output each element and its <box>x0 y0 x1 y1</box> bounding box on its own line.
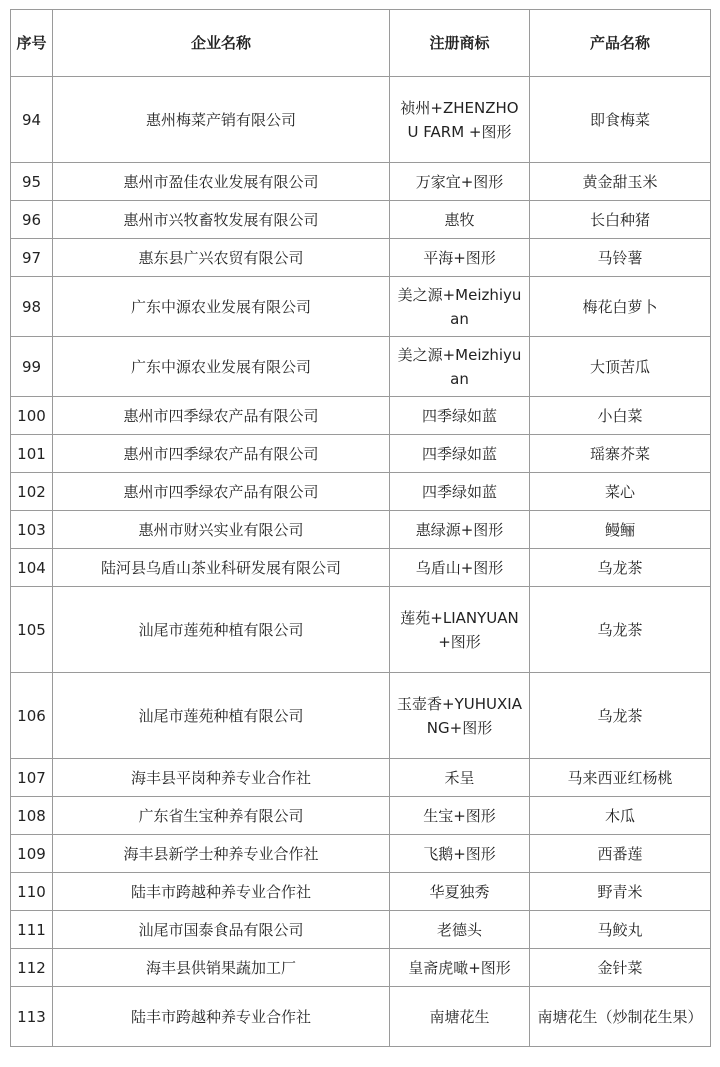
table-row <box>11 337 711 397</box>
cell-product: 梅花白萝卜 <box>530 277 711 337</box>
cell-index: 112 <box>11 949 53 987</box>
cell-trademark: 莲苑+LIANYUAN+图形 <box>390 587 530 673</box>
cell-product: 小白菜 <box>530 397 711 435</box>
cell-company: 陆河县乌盾山茶业科研发展有限公司 <box>53 549 390 587</box>
cell-product: 乌龙茶 <box>530 673 711 759</box>
cell-product: 金针菜 <box>530 949 711 987</box>
cell-trademark: 美之源+Meizhiyuan <box>390 277 530 337</box>
cell-product: 马铃薯 <box>530 239 711 277</box>
cell-trademark: 平海+图形 <box>390 239 530 277</box>
cell-trademark: 四季绿如蓝 <box>390 473 530 511</box>
cell-product: 黄金甜玉米 <box>530 163 711 201</box>
cell-product: 鳗鲡 <box>530 511 711 549</box>
cell-product: 即食梅菜 <box>530 77 711 163</box>
cell-product: 菜心 <box>530 473 711 511</box>
cell-index: 96 <box>11 201 53 239</box>
cell-company: 海丰县新学士种养专业合作社 <box>53 835 390 873</box>
table-row <box>11 987 711 1047</box>
cell-index: 99 <box>11 337 53 397</box>
cell-trademark: 玉壶香+YUHUXIANG+图形 <box>390 673 530 759</box>
table-row <box>11 435 711 473</box>
cell-company: 惠州市盈佳农业发展有限公司 <box>53 163 390 201</box>
table-row <box>11 511 711 549</box>
cell-company: 惠州市四季绿农产品有限公司 <box>53 435 390 473</box>
cell-trademark: 南塘花生 <box>390 987 530 1047</box>
table-row <box>11 835 711 873</box>
cell-index: 101 <box>11 435 53 473</box>
header-index: 序号 <box>11 10 53 77</box>
cell-index: 98 <box>11 277 53 337</box>
cell-index: 95 <box>11 163 53 201</box>
cell-trademark: 生宝+图形 <box>390 797 530 835</box>
cell-index: 97 <box>11 239 53 277</box>
cell-company: 惠州市四季绿农产品有限公司 <box>53 397 390 435</box>
cell-index: 109 <box>11 835 53 873</box>
header-company: 企业名称 <box>53 10 390 77</box>
cell-company: 惠州市兴牧畜牧发展有限公司 <box>53 201 390 239</box>
cell-company: 海丰县平岗种养专业合作社 <box>53 759 390 797</box>
cell-product: 长白种猪 <box>530 201 711 239</box>
cell-trademark: 乌盾山+图形 <box>390 549 530 587</box>
cell-product: 野青米 <box>530 873 711 911</box>
cell-trademark: 老德头 <box>390 911 530 949</box>
table-row <box>11 673 711 759</box>
cell-index: 108 <box>11 797 53 835</box>
cell-company: 陆丰市跨越种养专业合作社 <box>53 987 390 1047</box>
product-trademark-table <box>10 9 711 1047</box>
cell-index: 107 <box>11 759 53 797</box>
table-row <box>11 277 711 337</box>
cell-trademark: 祯州+ZHENZHOU FARM +图形 <box>390 77 530 163</box>
cell-product: 乌龙茶 <box>530 587 711 673</box>
table-row <box>11 77 711 163</box>
cell-product: 马鲛丸 <box>530 911 711 949</box>
cell-company: 惠东县广兴农贸有限公司 <box>53 239 390 277</box>
table-row <box>11 873 711 911</box>
product-table-container <box>10 9 710 1047</box>
cell-company: 陆丰市跨越种养专业合作社 <box>53 873 390 911</box>
cell-trademark: 四季绿如蓝 <box>390 397 530 435</box>
cell-company: 汕尾市国泰食品有限公司 <box>53 911 390 949</box>
cell-company: 汕尾市莲苑种植有限公司 <box>53 673 390 759</box>
cell-trademark: 华夏独秀 <box>390 873 530 911</box>
cell-index: 111 <box>11 911 53 949</box>
table-row <box>11 759 711 797</box>
cell-company: 海丰县供销果蔬加工厂 <box>53 949 390 987</box>
cell-index: 106 <box>11 673 53 759</box>
cell-index: 110 <box>11 873 53 911</box>
table-row <box>11 163 711 201</box>
cell-product: 大顶苦瓜 <box>530 337 711 397</box>
cell-index: 105 <box>11 587 53 673</box>
cell-company: 惠州梅菜产销有限公司 <box>53 77 390 163</box>
cell-index: 113 <box>11 987 53 1047</box>
cell-index: 102 <box>11 473 53 511</box>
cell-trademark: 飞鹅+图形 <box>390 835 530 873</box>
cell-product: 瑶寨芥菜 <box>530 435 711 473</box>
cell-trademark: 皇斋虎噉+图形 <box>390 949 530 987</box>
cell-trademark: 惠牧 <box>390 201 530 239</box>
cell-trademark: 四季绿如蓝 <box>390 435 530 473</box>
cell-company: 惠州市四季绿农产品有限公司 <box>53 473 390 511</box>
table-row <box>11 949 711 987</box>
table-header-row <box>11 10 711 77</box>
cell-company: 广东中源农业发展有限公司 <box>53 277 390 337</box>
cell-index: 103 <box>11 511 53 549</box>
table-row <box>11 239 711 277</box>
table-row <box>11 549 711 587</box>
cell-company: 广东省生宝种养有限公司 <box>53 797 390 835</box>
table-row <box>11 911 711 949</box>
cell-company: 惠州市财兴实业有限公司 <box>53 511 390 549</box>
table-row <box>11 797 711 835</box>
cell-product: 南塘花生（炒制花生果） <box>530 987 711 1047</box>
cell-product: 乌龙茶 <box>530 549 711 587</box>
table-row <box>11 587 711 673</box>
cell-company: 汕尾市莲苑种植有限公司 <box>53 587 390 673</box>
cell-product: 西番莲 <box>530 835 711 873</box>
cell-index: 100 <box>11 397 53 435</box>
cell-product: 木瓜 <box>530 797 711 835</box>
cell-trademark: 禾呈 <box>390 759 530 797</box>
header-product: 产品名称 <box>530 10 711 77</box>
header-trademark: 注册商标 <box>390 10 530 77</box>
cell-trademark: 美之源+Meizhiyuan <box>390 337 530 397</box>
table-row <box>11 397 711 435</box>
cell-company: 广东中源农业发展有限公司 <box>53 337 390 397</box>
cell-index: 94 <box>11 77 53 163</box>
cell-index: 104 <box>11 549 53 587</box>
cell-trademark: 万家宜+图形 <box>390 163 530 201</box>
table-row <box>11 201 711 239</box>
cell-product: 马来西亚红杨桃 <box>530 759 711 797</box>
table-row <box>11 473 711 511</box>
cell-trademark: 惠绿源+图形 <box>390 511 530 549</box>
